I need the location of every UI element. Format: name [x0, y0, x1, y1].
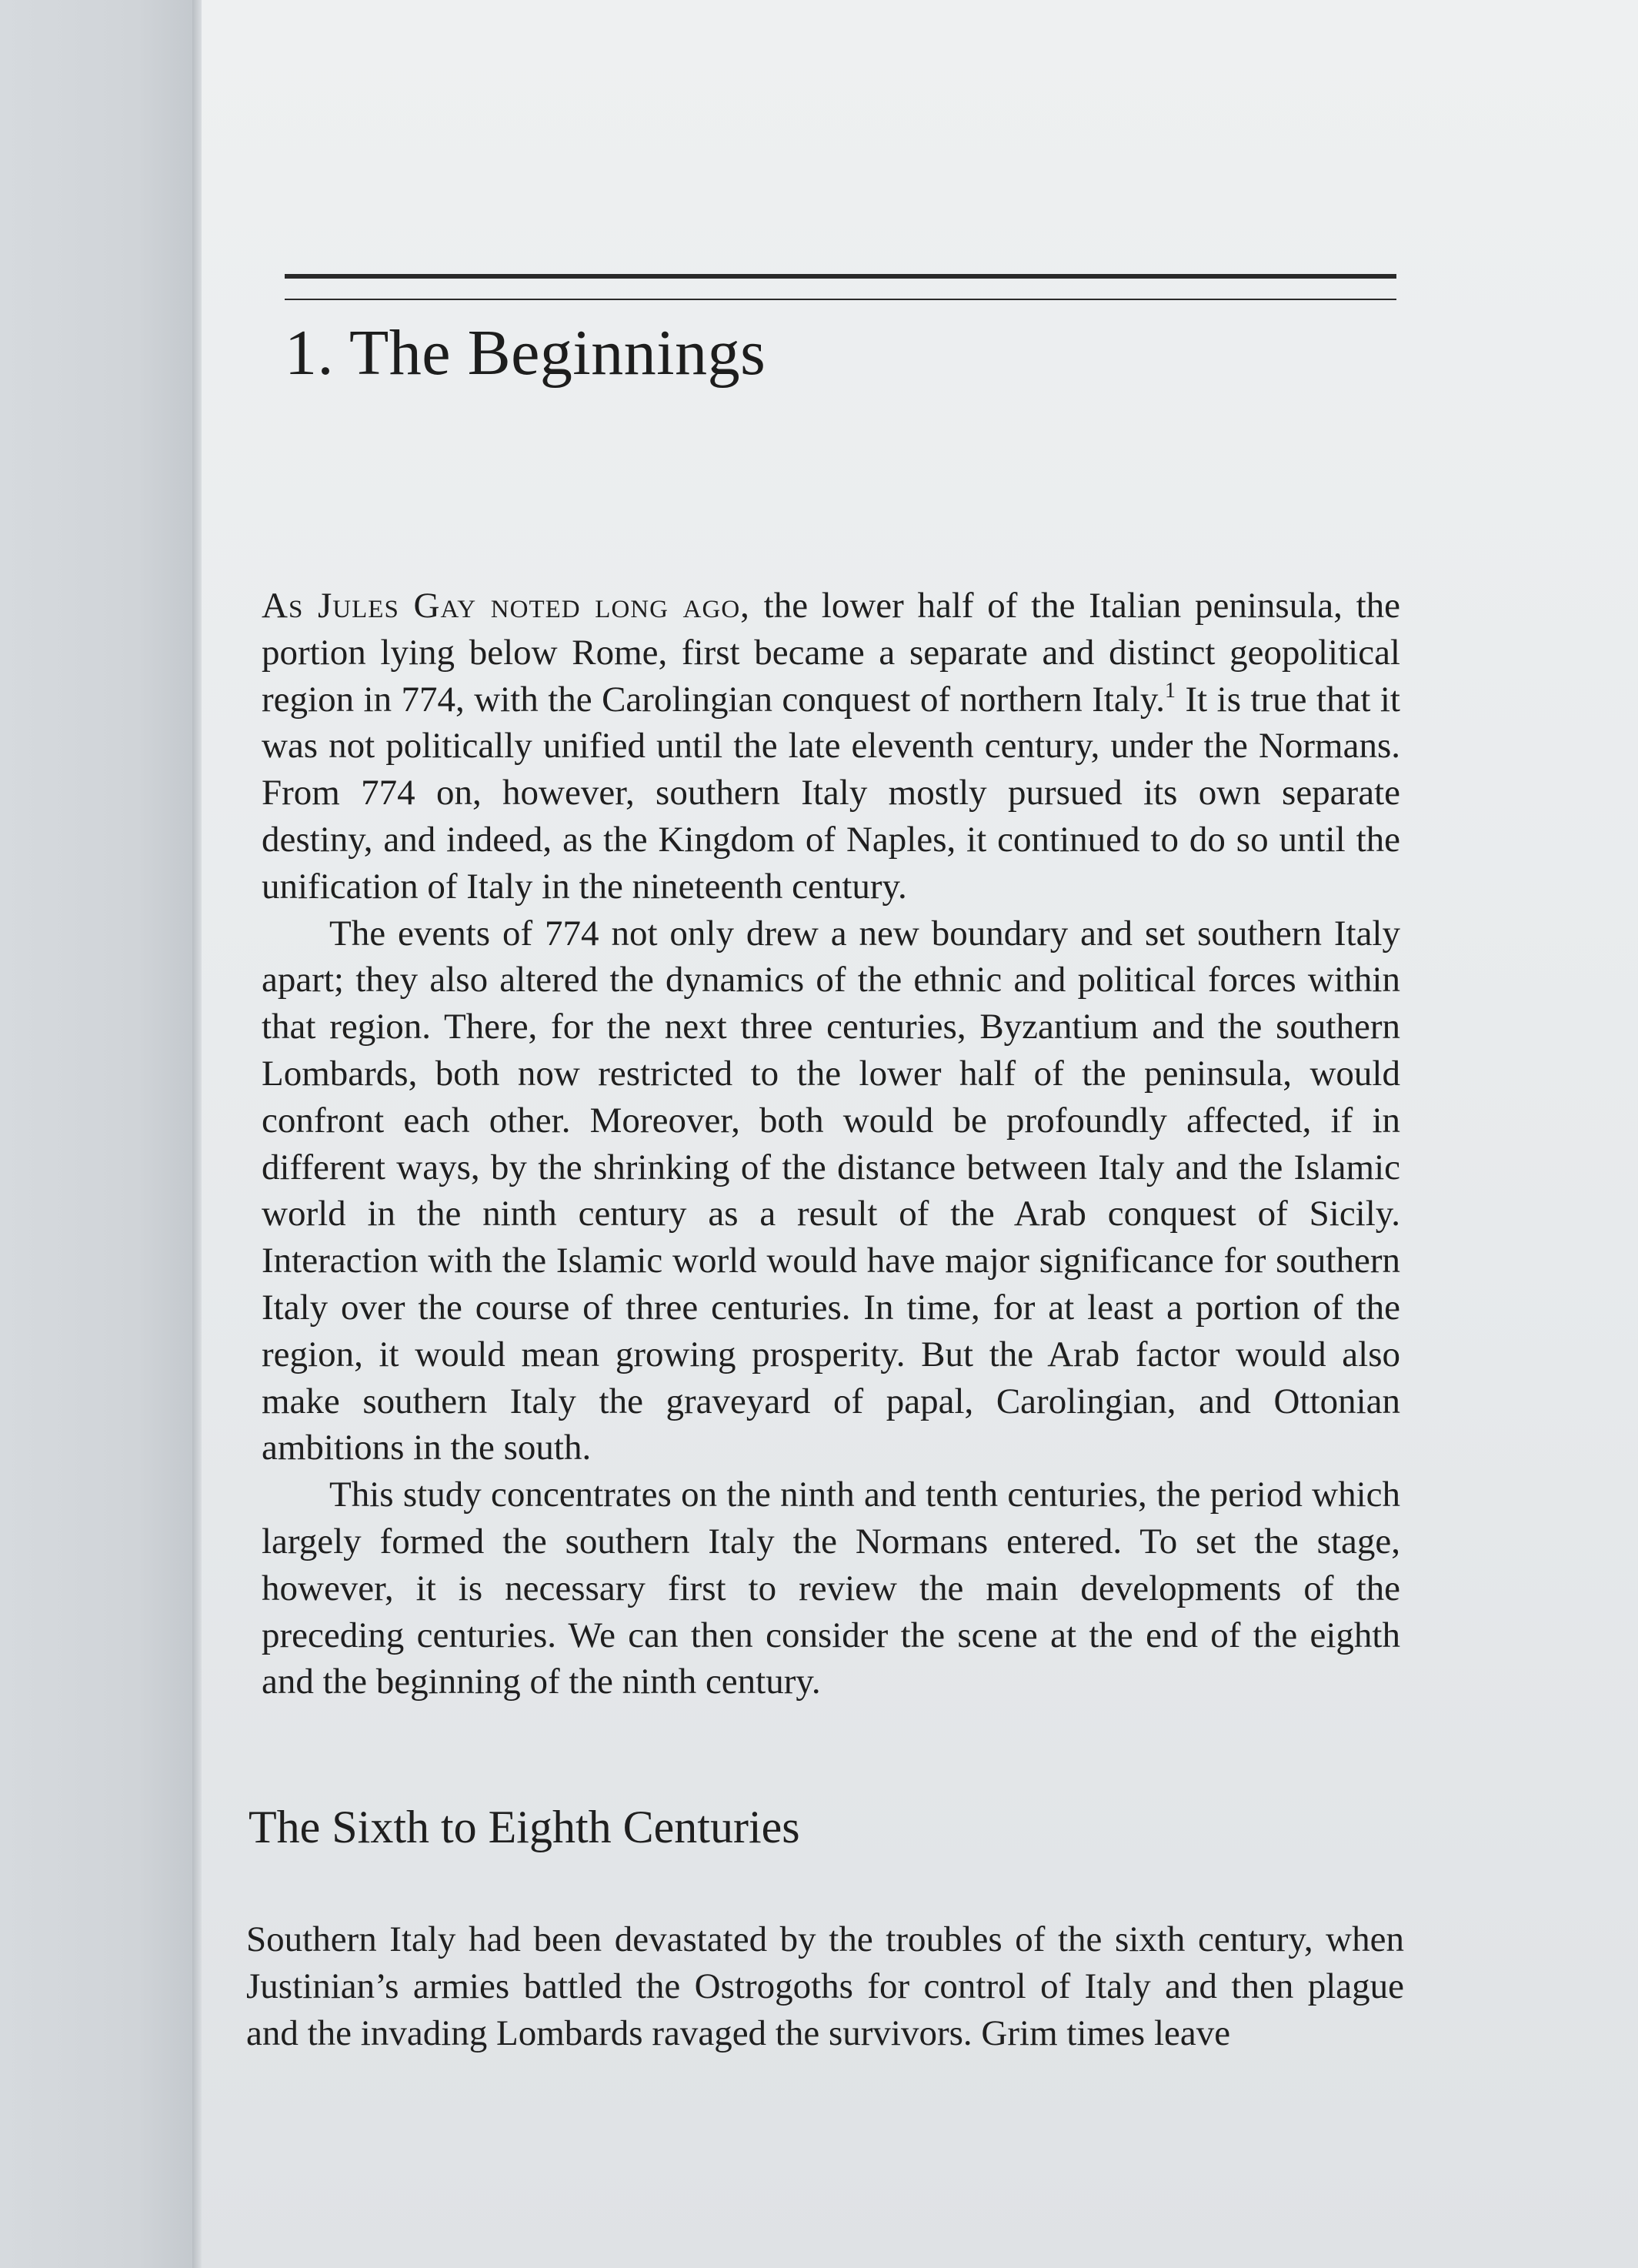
chapter-title: 1. The Beginnings	[285, 317, 766, 389]
chapter-rule-thin	[285, 299, 1396, 300]
chapter-rule-thick	[285, 274, 1396, 279]
book-spine-shadow	[0, 0, 196, 2268]
section-paragraph: Southern Italy had been devastated by the troubles of the sixth century, when Justinian’s armies battled the Ostrogoths for control of Italy and then plague and the invading Lombards ravaged the survivors. Grim times leave	[246, 1919, 1404, 2053]
section-heading: The Sixth to Eighth Centuries	[249, 1802, 800, 1852]
footnote-marker: 1	[1165, 678, 1176, 703]
lead-in-smallcaps: As Jules Gay noted long ago,	[262, 586, 750, 626]
section-body	[246, 1916, 1404, 2056]
opening-text-continued: It is true that it was not politically unified until the late eleventh century, under the Normans. From 774 on, however, southern Italy mostly pursued its own separate destiny, and indeed, as the Kingdom of Naples, it continued to do so until the unification of Italy in the nineteenth century.	[262, 679, 1400, 907]
opening-text: the lower half of the Italian peninsula, the portion lying below Rome, first became a separate and distinct geopolitical region in 774, with the Carolingian conquest of northern Italy.	[262, 586, 1401, 720]
opening-paragraph	[262, 583, 1400, 910]
body-paragraph: This study concentrates on the ninth and tenth centuries, the period which largely formed the southern Italy the Normans entered. To set the stage, however, it is necessary first to review the main developments of the preceding centuries. We can then consider the scene at the end of the eighth and the beginning of the ninth century.	[262, 1475, 1400, 1702]
body-paragraph: The events of 774 not only drew a new boundary and set southern Italy apart; they also altered the dynamics of the ethnic and political forces within that region. There, for the next three centuries, Byzantium and the southern Lombards, both now restricted to the lower half of the peninsula, would confront each other. Moreover, both would be profoundly affected, if in different ways, by the shrinking of the distance between Italy and the Islamic world in the ninth century as a result of the Arab conquest of Sicily. Interaction with the Islamic world would have major significance for southern Italy over the course of three centuries. In time, for at least a portion of the region, it would mean growing prosperity. But the Arab factor would also make southern Italy the graveyard of papal, Carolingian, and Ottonian ambitions in the south.	[262, 913, 1400, 1468]
chapter-body	[262, 583, 1400, 1705]
